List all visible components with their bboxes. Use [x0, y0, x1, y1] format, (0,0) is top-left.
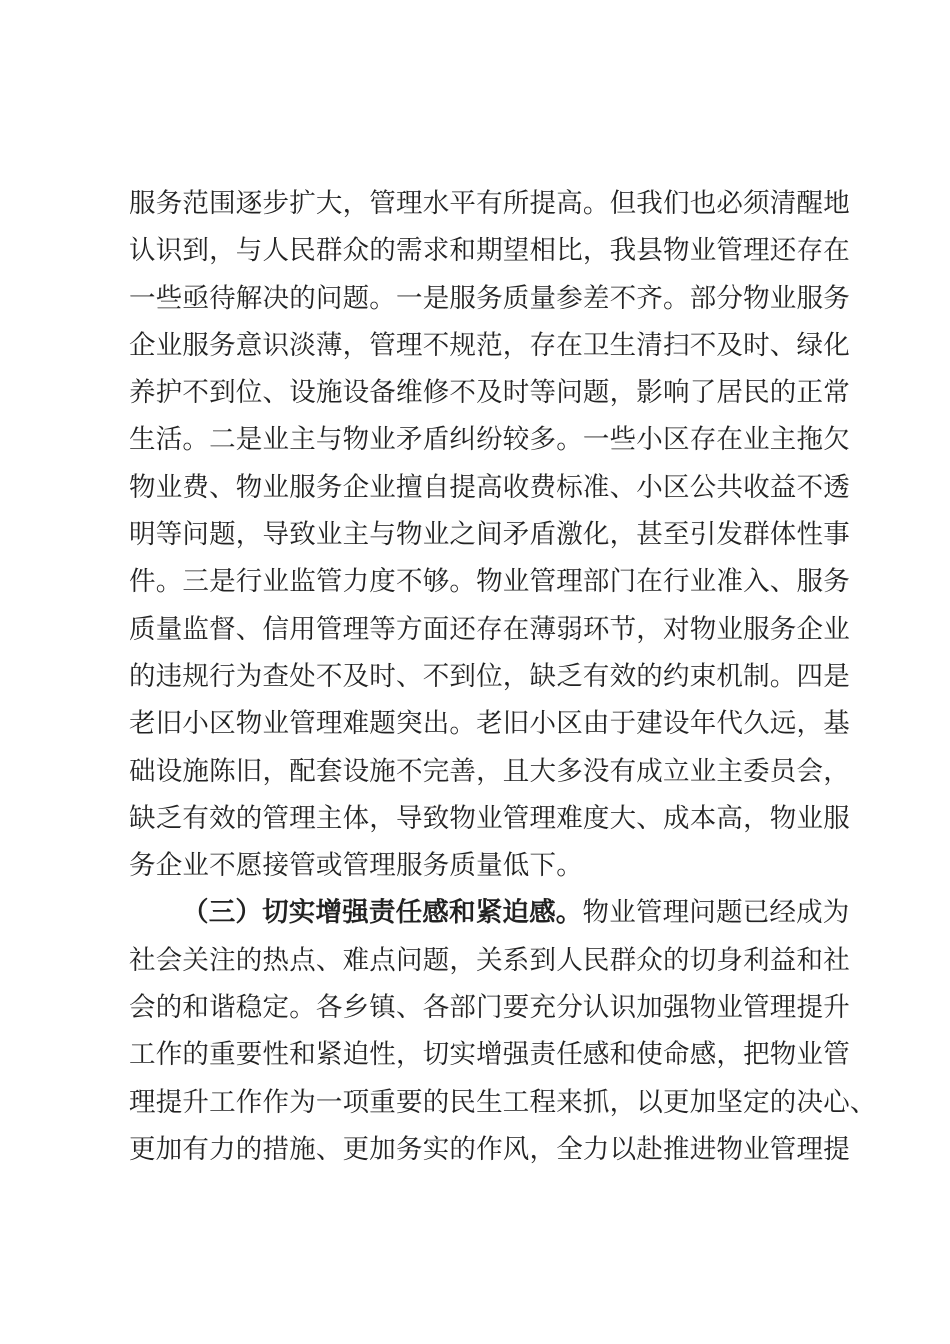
text-line-first	[129, 889, 850, 936]
paragraph-responsibility	[129, 889, 877, 1173]
text-line: 务企业不愿接管或管理服务质量低下。	[129, 850, 583, 882]
text-line: 一些亟待解决的问题。一是服务质量参差不齐。部分物业服务	[129, 282, 850, 314]
text-line: 明等问题，导致业主与物业之间矛盾激化，甚至引发群体性事	[129, 519, 850, 551]
text-line: 质量监督、信用管理等方面还存在薄弱环节，对物业服务企业	[129, 613, 850, 645]
text-line: 生活。二是业主与物业矛盾纠纷较多。一些小区存在业主拖欠	[129, 424, 850, 456]
text-line: 件。三是行业监管力度不够。物业管理部门在行业准入、服务	[129, 566, 850, 598]
text-line: 物业费、物业服务企业擅自提高收费标准、小区公共收益不透	[129, 471, 850, 503]
text-line: 社会关注的热点、难点问题，关系到人民群众的切身利益和社	[129, 944, 850, 976]
text-line: 服务范围逐步扩大，管理水平有所提高。但我们也必须清醒地	[129, 188, 850, 219]
text-line: 础设施陈旧，配套设施不完善，且大多没有成立业主委员会，	[129, 755, 850, 787]
section-heading: （三）切实增强责任感和紧迫感。	[182, 897, 583, 929]
text-line: 工作的重要性和紧迫性，切实增强责任感和使命感，把物业管	[129, 1039, 850, 1071]
heading-continuation: 物业管理问题已经成为	[582, 897, 850, 929]
body-text	[129, 180, 877, 1173]
text-line: 企业服务意识淡薄，管理不规范，存在卫生清扫不及时、绿化	[129, 329, 850, 361]
text-line: 认识到，与人民群众的需求和期望相比，我县物业管理还存在	[129, 235, 850, 267]
text-line: 养护不到位、设施设备维修不及时等问题，影响了居民的正常	[129, 377, 850, 409]
text-line: 老旧小区物业管理难题突出。老旧小区由于建设年代久远，基	[129, 708, 850, 740]
text-line: 缺乏有效的管理主体，导致物业管理难度大、成本高，物业服	[129, 802, 850, 834]
paragraph-problems	[129, 180, 850, 889]
text-line: 理提升工作作为一项重要的民生工程来抓，以更加坚定的决心、	[129, 1086, 877, 1118]
text-line: 会的和谐稳定。各乡镇、各部门要充分认识加强物业管理提升	[129, 992, 850, 1024]
text-line: 的违规行为查处不及时、不到位，缺乏有效的约束机制。四是	[129, 660, 850, 692]
text-line: 更加有力的措施、更加务实的作风，全力以赴推进物业管理提	[129, 1133, 850, 1165]
